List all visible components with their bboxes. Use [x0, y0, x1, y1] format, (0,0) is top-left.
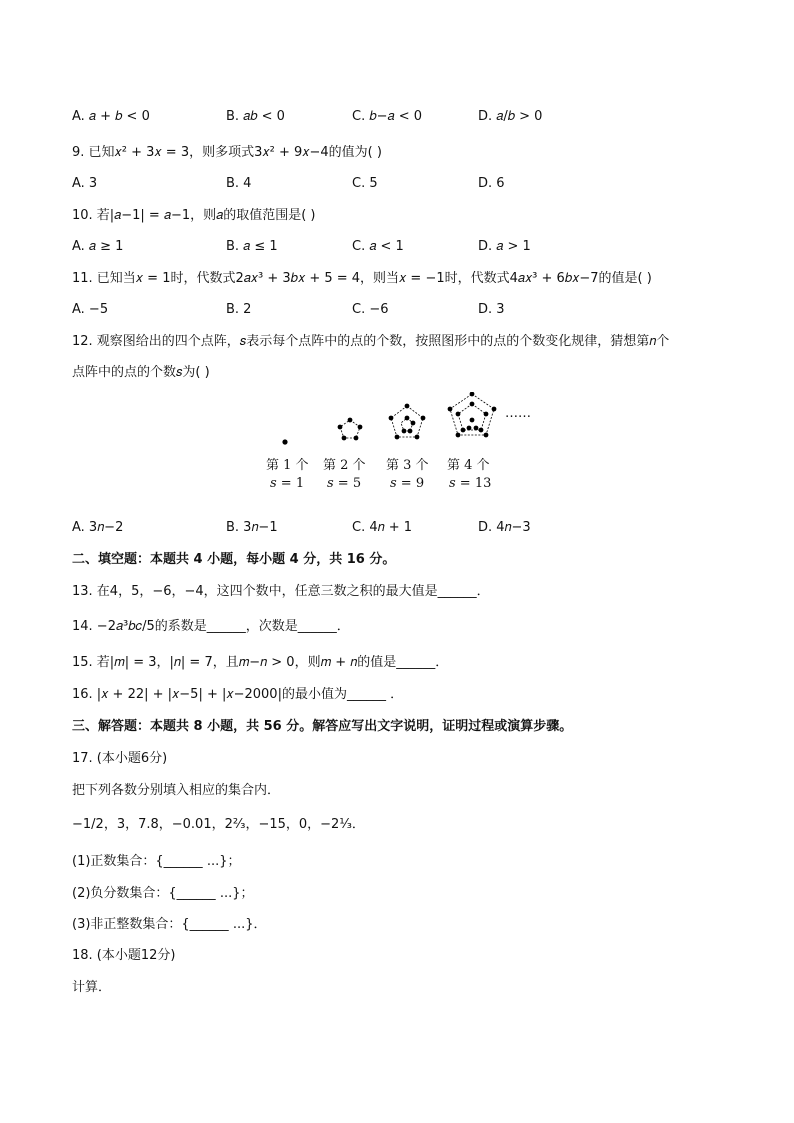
- q12-dot-array-figure: [250, 392, 550, 502]
- figure3-dots: [389, 404, 426, 440]
- q17-part2: (2)负分数集合：{______ ...}；: [72, 886, 254, 901]
- q12-option-c: C. 4𝑛 + 1: [352, 520, 413, 535]
- q17-part3: (3)非正整数集合：{______ ...}．: [72, 917, 267, 932]
- q8-option-d: D. 𝑎/𝑏 > 0: [478, 109, 543, 124]
- q8-option-c: C. 𝑏−𝑎 < 0: [352, 109, 422, 124]
- q12-stem-line2: 点阵中的点的个数𝑠为( ): [72, 365, 210, 380]
- figure2-pentagon: [340, 420, 360, 438]
- q10-option-b: B. 𝑎 ≤ 1: [226, 239, 278, 254]
- q12-option-b: B. 3𝑛−1: [226, 520, 278, 535]
- q8-option-a: A. 𝑎 + 𝑏 < 0: [72, 109, 150, 124]
- figure3-caption: 第 3 个: [386, 458, 429, 473]
- q17-part1: (1)正数集合：{______ ...}；: [72, 854, 241, 869]
- q15-stem: 15. 若|𝑚| = 3，|𝑛| = 7，且𝑚−𝑛 > 0，则𝑚 + 𝑛的值是______．: [72, 655, 449, 670]
- q10-stem: 10. 若|𝑎−1| = 𝑎−1，则𝑎的取值范围是( ): [72, 208, 316, 223]
- dot-array-drawing: [250, 392, 550, 452]
- q11-option-d: D. 3: [478, 302, 505, 317]
- figure2-caption: 第 2 个: [323, 458, 366, 473]
- figure4-caption: 第 4 个: [447, 458, 490, 473]
- figure2-dots: [338, 418, 363, 441]
- q10-option-c: C. 𝑎 < 1: [352, 239, 404, 254]
- q9-option-a: A. 3: [72, 176, 98, 191]
- q9-option-c: C. 5: [352, 176, 378, 191]
- figure4-value: 𝑠 = 13: [449, 476, 492, 491]
- figure1-value: 𝑠 = 1: [270, 476, 305, 491]
- figure1-dot: [282, 439, 287, 444]
- q17-numbers: −1/2，3，7.8，−0.01，2²⁄₃，−15，0，−2¹⁄₃．: [72, 817, 365, 832]
- q17-instruction: 把下列各数分别填入相应的集合内．: [72, 783, 281, 798]
- q12-stem-line1: 12. 观察图给出的四个点阵，𝑠表示每个点阵中的点的个数，按照图形中的点的个数变化规律，猜想第𝑛个: [72, 334, 670, 349]
- q11-stem: 11. 已知当𝑥 = 1时，代数式2𝑎𝑥³ + 3𝑏𝑥 + 5 = 4，则当𝑥 = −1时，代数式4𝑎𝑥³ + 6𝑏𝑥−7的值是( ): [72, 271, 652, 286]
- q17-title: 17. (本小题6分): [72, 751, 168, 766]
- q18-instruction: 计算．: [72, 980, 112, 995]
- section-heading-answer: 三、解答题：本题共 8 小题，共 56 分。解答应写出文字说明，证明过程或演算步骤。: [72, 719, 573, 734]
- q9-option-b: B. 4: [226, 176, 252, 191]
- q10-option-a: A. 𝑎 ≥ 1: [72, 239, 124, 254]
- q10-option-d: D. 𝑎 > 1: [478, 239, 531, 254]
- q11-option-b: B. 2: [226, 302, 252, 317]
- figure4-dots: [448, 392, 497, 437]
- q9-option-d: D. 6: [478, 176, 505, 191]
- figure3-pentagon: [391, 406, 423, 437]
- q16-stem: 16. |𝑥 + 22| + |𝑥−5| + |𝑥−2000|的最小值为______ ．: [72, 687, 404, 702]
- figure3-value: 𝑠 = 9: [390, 476, 425, 491]
- figure-ellipsis: ……: [505, 406, 531, 421]
- q11-option-a: A. −5: [72, 302, 109, 317]
- q13-stem: 13. 在4，5，−6，−4，这四个数中，任意三数之积的最大值是______．: [72, 584, 490, 599]
- q9-stem: 9. 已知𝑥² + 3𝑥 = 3，则多项式3𝑥² + 9𝑥−4的值为( ): [72, 145, 382, 160]
- section-heading-fill-in: 二、填空题：本题共 4 小题，每小题 4 分，共 16 分。: [72, 552, 396, 567]
- q14-stem: 14. −2𝑎³𝑏𝑐/5的系数是______，次数是______．: [72, 619, 350, 634]
- figure1-caption: 第 1 个: [266, 458, 309, 473]
- q8-option-b: B. 𝑎𝑏 < 0: [226, 109, 285, 124]
- q11-option-c: C. −6: [352, 302, 389, 317]
- q18-title: 18. (本小题12分): [72, 948, 176, 963]
- figure2-value: 𝑠 = 5: [327, 476, 362, 491]
- q12-option-a: A. 3𝑛−2: [72, 520, 124, 535]
- q12-option-d: D. 4𝑛−3: [478, 520, 531, 535]
